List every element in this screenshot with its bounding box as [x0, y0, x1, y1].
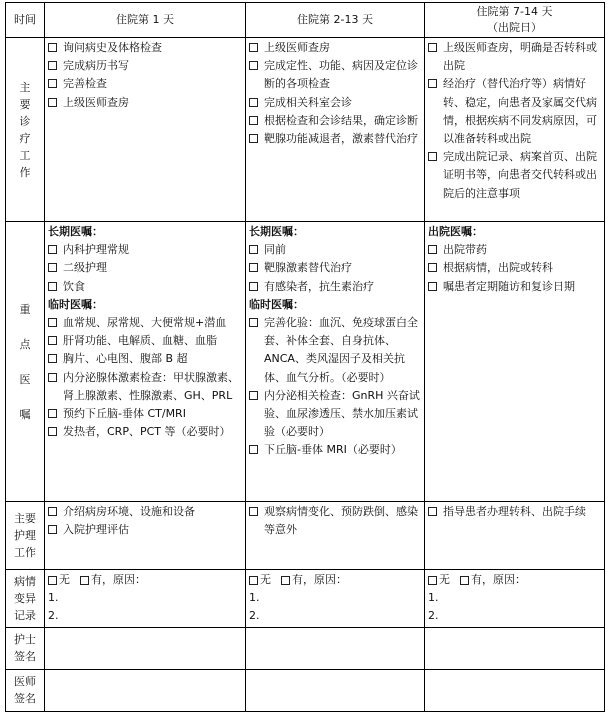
checkbox[interactable] — [48, 245, 57, 254]
no-variation-label: 无 — [260, 573, 271, 586]
checklist-item-text: 指导患者办理转科、出院手续 — [443, 505, 586, 518]
temporary-orders-title: 临时医嘱： — [48, 297, 103, 311]
checkbox[interactable] — [249, 43, 258, 52]
checklist-item — [48, 39, 242, 57]
checklist-item — [428, 503, 601, 521]
checklist-item — [48, 259, 242, 277]
checklist-item — [249, 130, 421, 148]
doctor-signature-row — [6, 669, 605, 711]
checklist-item — [48, 521, 242, 539]
variation-row — [6, 570, 605, 628]
checklist-item-text: 上级医师查房 — [63, 95, 129, 109]
nursing-row — [6, 502, 605, 570]
header-row — [6, 3, 605, 38]
checklist-item-text: 二级护理 — [63, 261, 107, 275]
checklist-item — [48, 57, 242, 75]
checklist-item-text: 完成定性、功能、病因及定位诊断的各项检查 — [264, 59, 418, 91]
checkbox[interactable] — [48, 282, 57, 291]
checkbox[interactable] — [249, 391, 258, 400]
checkbox[interactable] — [428, 263, 437, 272]
checklist-item — [48, 332, 242, 350]
checkbox[interactable] — [428, 152, 437, 161]
checklist-item-text: 嘱患者定期随访和复诊日期 — [443, 279, 575, 293]
variation-options — [48, 571, 242, 589]
checklist-item — [48, 423, 242, 441]
checklist-item-text: 介绍病房环境、设施和设备 — [63, 505, 195, 518]
checklist-item-text: 饮食 — [63, 279, 85, 293]
checklist-item — [249, 112, 421, 130]
no-variation-checkbox[interactable] — [428, 576, 437, 585]
nursing-day2 — [246, 502, 425, 570]
checkbox[interactable] — [249, 318, 258, 327]
checklist-item — [249, 503, 421, 539]
no-variation-checkbox[interactable] — [249, 576, 258, 585]
row-label-text: 工 — [19, 148, 31, 162]
checkbox[interactable] — [48, 373, 57, 382]
checklist-item-text: 入院护理评估 — [63, 523, 129, 537]
checkbox[interactable] — [249, 98, 258, 107]
checkbox[interactable] — [48, 79, 57, 88]
orders-label — [6, 222, 45, 502]
main-work-day2 — [246, 38, 425, 222]
doctor-signature-day1[interactable] — [45, 669, 246, 711]
has-variation-checkbox[interactable] — [80, 576, 89, 585]
checklist-item-text: 靶腺功能减退者，激素替代治疗 — [264, 132, 418, 146]
checklist-item-text: 肝肾功能、电解质、血糖、血脂 — [63, 334, 217, 348]
row-label-text: 重 — [19, 302, 31, 316]
checkbox[interactable] — [48, 98, 57, 107]
checklist-item — [428, 259, 601, 277]
row-label-text: 签名 — [14, 650, 36, 664]
has-variation-checkbox[interactable] — [460, 576, 469, 585]
main-work-row — [6, 38, 605, 222]
checkbox[interactable] — [48, 525, 57, 534]
row-label-text: 签名 — [14, 692, 36, 706]
checklist-item-text: 靶腺激素替代治疗 — [264, 261, 352, 275]
day1-header: 住院第 1 天 — [45, 3, 246, 38]
row-label-text: 病情 — [14, 574, 36, 588]
checklist-item-text: 完成出院记录、病案首页、出院证明书等，向患者交代转科或出院后的注意事项 — [443, 150, 597, 200]
checkbox[interactable] — [48, 354, 57, 363]
checklist-item-text: 上级医师查房 — [264, 41, 330, 54]
nurse-signature-row — [6, 627, 605, 669]
checklist-item-text: 完善检查 — [63, 77, 107, 91]
checklist-item-text: 上级医师查房，明确是否转科或出院 — [443, 41, 597, 73]
has-variation-label: 有，原因： — [471, 573, 526, 586]
checkbox[interactable] — [249, 134, 258, 143]
checklist-item — [428, 278, 601, 296]
checklist-item — [249, 57, 421, 93]
checkbox[interactable] — [48, 507, 57, 516]
nursing-day3 — [425, 502, 605, 570]
checklist-item — [249, 94, 421, 112]
clinical-pathway-table — [5, 2, 605, 712]
no-variation-checkbox[interactable] — [48, 576, 57, 585]
row-label-text: 医 — [19, 372, 31, 386]
checkbox[interactable] — [48, 427, 57, 436]
checklist-item-text: 发热者，CRP、PCT 等（必要时） — [63, 425, 231, 439]
no-variation-label: 无 — [439, 573, 450, 586]
checklist-item — [48, 405, 242, 423]
checklist-item-text: 询问病史及体格检查 — [63, 41, 162, 54]
has-variation-checkbox[interactable] — [281, 576, 290, 585]
checklist-item — [428, 241, 601, 259]
checkbox[interactable] — [48, 263, 57, 272]
row-label-text: 护士 — [14, 633, 36, 647]
checklist-item — [249, 314, 421, 387]
day2-header: 住院第 2-13 天 — [246, 3, 425, 38]
checklist-item — [48, 94, 242, 112]
checkbox[interactable] — [249, 61, 258, 70]
checkbox[interactable] — [48, 61, 57, 70]
row-label-text: 作 — [19, 165, 31, 179]
checkbox[interactable] — [249, 263, 258, 272]
discharge-orders-title: 出院医嘱： — [428, 225, 483, 238]
row-label-text: 诊 — [19, 114, 31, 128]
orders-day2 — [246, 222, 425, 502]
checklist-item-text: 内分泌腺体激素检查：甲状腺激素、肾上腺激素、性腺激素、GH、PRL — [63, 370, 239, 402]
checkbox[interactable] — [428, 79, 437, 88]
checklist-item — [48, 350, 242, 368]
checklist-item — [249, 441, 421, 459]
nurse-signature-day1[interactable] — [45, 627, 246, 669]
variation-reason-line[interactable]: 2. — [249, 609, 260, 623]
orders-day1 — [45, 222, 246, 502]
nursing-label — [6, 502, 45, 570]
checklist-item — [48, 369, 242, 405]
variation-options — [249, 571, 421, 589]
nurse-signature-day3[interactable] — [425, 627, 605, 669]
row-label-text: 疗 — [19, 131, 31, 145]
variation-day2 — [246, 570, 425, 628]
checklist-item — [249, 241, 421, 259]
checklist-item — [428, 148, 601, 203]
checklist-item-text: 完成病历书写 — [63, 59, 129, 73]
checklist-item — [48, 241, 242, 259]
checkbox[interactable] — [48, 318, 57, 327]
main-work-day3 — [425, 38, 605, 222]
variation-reason-line[interactable]: 2. — [48, 609, 59, 623]
doctor-signature-label — [6, 669, 45, 711]
temporary-orders-title: 临时医嘱： — [249, 297, 304, 311]
main-work-day1 — [45, 38, 246, 222]
row-label-text: 嘱 — [19, 407, 31, 421]
checkbox[interactable] — [48, 43, 57, 52]
has-variation-label: 有，原因： — [91, 573, 146, 586]
variation-day3 — [425, 570, 605, 628]
checkbox[interactable] — [249, 245, 258, 254]
row-label-text: 变异 — [14, 591, 36, 605]
checklist-item — [249, 278, 421, 296]
checklist-item-text: 有感染者，抗生素治疗 — [264, 279, 374, 293]
checkbox[interactable] — [249, 116, 258, 125]
row-label-text: 要 — [19, 97, 31, 111]
row-label-text: 主 — [19, 80, 31, 94]
long-term-orders-title: 长期医嘱： — [249, 225, 304, 238]
doctor-signature-day2[interactable] — [246, 669, 425, 711]
checklist-item-text: 完成相关科室会诊 — [264, 95, 352, 109]
checklist-item — [428, 39, 601, 75]
variation-options — [428, 571, 601, 589]
orders-day3 — [425, 222, 605, 502]
checklist-item-text: 预约下丘脑-垂体 CT/MRI — [63, 407, 186, 421]
checkbox[interactable] — [249, 507, 258, 516]
checklist-item-text: 经治疗（替代治疗等）病情好转、稳定，向患者及家属交代病情，根据疾病不同发病原因，可以准备转科或出院 — [443, 77, 597, 146]
checklist-item-text: 血常规、尿常规、大便常规+潜血 — [63, 316, 227, 330]
orders-row — [6, 222, 605, 502]
checkbox[interactable] — [428, 43, 437, 52]
checkbox[interactable] — [48, 409, 57, 418]
checklist-item-text: 同前 — [264, 243, 286, 257]
variation-reason-line[interactable]: 2. — [428, 609, 439, 623]
day3-header-line2: （出院日） — [487, 21, 542, 34]
checklist-item — [48, 75, 242, 93]
checklist-item — [249, 387, 421, 442]
row-label-text: 点 — [19, 337, 31, 351]
variation-reason-line[interactable]: 1. — [249, 591, 260, 605]
variation-day1 — [45, 570, 246, 628]
row-label-text: 工作 — [14, 546, 36, 559]
checkbox[interactable] — [249, 282, 258, 291]
checklist-item-text: 内分泌相关检查：GnRH 兴奋试验、血尿渗透压、禁水加压素试验（必要时） — [264, 388, 420, 439]
checklist-item-text: 完善化验：血沉、免疫球蛋白全套、补体全套、自身抗体、ANCA、类风湿因子及相关抗体、血气分析。（必要时） — [264, 316, 418, 384]
checklist-item — [249, 39, 421, 57]
time-header: 时间 — [6, 3, 45, 38]
no-variation-label: 无 — [59, 573, 70, 586]
checklist-item-text: 胸片、心电图、腹部 B 超 — [63, 352, 188, 366]
checklist-item — [48, 314, 242, 332]
checklist-item — [48, 278, 242, 296]
checkbox[interactable] — [48, 336, 57, 345]
row-label-text: 医师 — [14, 675, 36, 689]
nurse-signature-day2[interactable] — [246, 627, 425, 669]
checkbox[interactable] — [428, 282, 437, 291]
main-work-label — [6, 38, 45, 222]
variation-label — [6, 570, 45, 628]
checklist-item-text: 出院带药 — [443, 243, 487, 257]
checkbox[interactable] — [249, 445, 258, 454]
has-variation-label: 有，原因： — [292, 573, 347, 586]
day3-header-line1: 住院第 7-14 天 — [476, 5, 553, 18]
checklist-item — [428, 75, 601, 148]
checklist-item-text: 内科护理常规 — [63, 243, 129, 257]
nursing-day1 — [45, 502, 246, 570]
variation-reason-line[interactable]: 1. — [48, 591, 59, 605]
checklist-item-text: 根据病情，出院或转科 — [443, 261, 553, 275]
checklist-item-text: 观察病情变化、预防跌倒、感染等意外 — [264, 505, 418, 537]
checkbox[interactable] — [428, 507, 437, 516]
long-term-orders-title: 长期医嘱： — [48, 225, 103, 238]
checkbox[interactable] — [428, 245, 437, 254]
day3-header — [425, 3, 605, 38]
variation-reason-line[interactable]: 1. — [428, 591, 439, 605]
row-label-text: 护理 — [14, 529, 36, 542]
row-label-text: 主要 — [14, 512, 36, 525]
checklist-item — [48, 503, 242, 521]
checklist-item-text: 下丘脑-垂体 MRI（必要时） — [264, 443, 402, 457]
row-label-text: 记录 — [14, 608, 36, 622]
checklist-item — [249, 259, 421, 277]
nurse-signature-label — [6, 627, 45, 669]
checklist-item-text: 根据检查和会诊结果，确定诊断 — [264, 113, 418, 127]
doctor-signature-day3[interactable] — [425, 669, 605, 711]
